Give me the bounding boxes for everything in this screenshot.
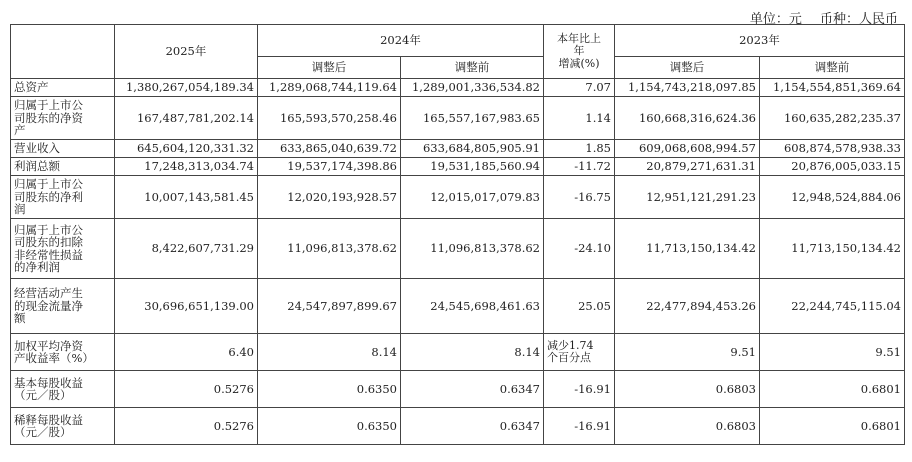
header-change-line: 年 — [573, 44, 585, 58]
value-change-line: 1.85 — [585, 141, 611, 156]
value-2024-before: 0.6347 — [401, 408, 544, 445]
row-label-line: 营业收入 — [14, 141, 60, 156]
row-label-line: 额 — [14, 311, 26, 326]
currency-label: 币种：人民币 — [819, 12, 898, 27]
table-body — [11, 79, 905, 445]
value-change — [544, 408, 615, 445]
value-2024-adjusted: 0.6350 — [258, 371, 401, 408]
value-2023-adjusted: 22,477,894,453.26 — [615, 279, 760, 334]
value-2025: 0.5276 — [115, 408, 258, 445]
value-2024-adjusted: 633,865,040,639.72 — [258, 140, 401, 158]
value-2025: 645,604,120,331.32 — [115, 140, 258, 158]
value-2025: 1,380,267,054,189.34 — [115, 79, 258, 97]
value-2023-adjusted: 0.6803 — [615, 408, 760, 445]
row-label-line: （元／股） — [14, 388, 72, 402]
value-2024-before: 12,015,017,079.83 — [401, 176, 544, 219]
value-2024-adjusted: 165,593,570,258.46 — [258, 97, 401, 140]
row-label-line: 的净利润 — [14, 260, 60, 274]
table-row — [11, 176, 905, 219]
unit-label: 单位：元 — [749, 12, 802, 27]
value-change — [544, 334, 615, 371]
table-row — [11, 140, 905, 158]
row-label-line: 归属于上市公 — [14, 222, 83, 237]
value-2025: 17,248,313,034.74 — [115, 158, 258, 176]
value-change-line: 7.07 — [585, 80, 611, 95]
value-change-line: -11.72 — [574, 159, 611, 174]
value-2024-adjusted: 0.6350 — [258, 408, 401, 445]
value-2025: 30,696,651,139.00 — [115, 279, 258, 334]
header-change-line: 增减(%) — [558, 56, 600, 70]
value-2023-before: 160,635,282,235.37 — [760, 97, 905, 140]
value-2024-adjusted: 11,096,813,378.62 — [258, 219, 401, 279]
value-change — [544, 97, 615, 140]
row-label — [11, 158, 115, 176]
header-2024: 2024年 — [258, 25, 544, 57]
row-label-line: 司股东的净利 — [14, 189, 83, 204]
value-2024-before: 8.14 — [401, 334, 544, 371]
value-2024-before: 0.6347 — [401, 371, 544, 408]
value-2024-before: 19,531,185,560.94 — [401, 158, 544, 176]
value-change-line: 1.14 — [585, 110, 611, 125]
value-change — [544, 176, 615, 219]
value-2023-adjusted: 12,951,121,291.23 — [615, 176, 760, 219]
value-2023-before: 1,154,554,851,369.64 — [760, 79, 905, 97]
row-label — [11, 408, 115, 445]
financial-data-table — [10, 24, 905, 445]
value-2023-adjusted: 9.51 — [615, 334, 760, 371]
header-item-cell — [11, 25, 115, 79]
value-2024-adjusted: 24,547,897,899.67 — [258, 279, 401, 334]
value-2024-before: 165,557,167,983.65 — [401, 97, 544, 140]
value-2023-before: 0.6801 — [760, 408, 905, 445]
header-2024-before: 调整前 — [401, 57, 544, 79]
row-label — [11, 140, 115, 158]
value-change — [544, 279, 615, 334]
value-change-line: -24.10 — [574, 241, 611, 256]
value-2023-adjusted: 0.6803 — [615, 371, 760, 408]
row-label-line: 非经常性损益 — [14, 247, 83, 262]
row-label-line: 产 — [14, 123, 26, 138]
row-label-line: 产收益率（%） — [14, 351, 94, 365]
header-2025: 2025年 — [115, 25, 258, 79]
value-2025: 8,422,607,731.29 — [115, 219, 258, 279]
row-label — [11, 79, 115, 97]
row-label-line: 基本每股收益 — [14, 375, 83, 390]
value-2023-before: 22,244,745,115.04 — [760, 279, 905, 334]
row-label — [11, 97, 115, 140]
header-2023-before: 调整前 — [760, 57, 905, 79]
value-2024-before: 24,545,698,461.63 — [401, 279, 544, 334]
value-change — [544, 140, 615, 158]
value-change-line: 25.05 — [578, 298, 611, 313]
header-2023: 2023年 — [615, 25, 905, 57]
value-change — [544, 219, 615, 279]
value-2023-adjusted: 160,668,316,624.36 — [615, 97, 760, 140]
value-2025: 10,007,143,581.45 — [115, 176, 258, 219]
table-header — [11, 25, 905, 79]
row-label-line: 司股东的净资 — [14, 110, 83, 125]
value-2024-adjusted: 8.14 — [258, 334, 401, 371]
value-2024-before: 1,289,001,336,534.82 — [401, 79, 544, 97]
header-2023-adjusted: 调整后 — [615, 57, 760, 79]
value-change — [544, 158, 615, 176]
value-2025: 6.40 — [115, 334, 258, 371]
row-label — [11, 176, 115, 219]
row-label-line: 加权平均净资 — [14, 338, 83, 353]
value-2023-before: 12,948,524,884.06 — [760, 176, 905, 219]
value-2023-adjusted: 609,068,608,994.57 — [615, 140, 760, 158]
header-change — [544, 25, 615, 79]
value-2023-before: 20,876,005,033.15 — [760, 158, 905, 176]
table-row — [11, 158, 905, 176]
value-2024-adjusted: 1,289,068,744,119.64 — [258, 79, 401, 97]
value-change — [544, 371, 615, 408]
row-label-line: 利润总额 — [14, 159, 60, 174]
row-label-line: 归属于上市公 — [14, 177, 83, 192]
row-label-line: 的现金流量净 — [14, 298, 83, 313]
row-label — [11, 219, 115, 279]
row-label-line: 稀释每股收益 — [14, 412, 83, 427]
value-2023-before: 0.6801 — [760, 371, 905, 408]
value-2023-adjusted: 1,154,743,218,097.85 — [615, 79, 760, 97]
table-row — [11, 79, 905, 97]
table-row — [11, 279, 905, 334]
value-change-line: 个百分点 — [547, 351, 591, 364]
value-change-line: -16.91 — [574, 418, 611, 433]
value-2024-before: 633,684,805,905.91 — [401, 140, 544, 158]
header-2024-adjusted: 调整后 — [258, 57, 401, 79]
row-label-line: 总资产 — [14, 80, 49, 95]
table-row — [11, 97, 905, 140]
value-change-line: -16.75 — [574, 189, 611, 204]
value-2023-before: 9.51 — [760, 334, 905, 371]
value-2024-adjusted: 12,020,193,928.57 — [258, 176, 401, 219]
value-2025: 167,487,781,202.14 — [115, 97, 258, 140]
value-change-line: 减少1.74 — [547, 338, 594, 352]
row-label-line: 归属于上市公 — [14, 98, 83, 113]
value-2024-before: 11,096,813,378.62 — [401, 219, 544, 279]
row-label — [11, 334, 115, 371]
value-2025: 0.5276 — [115, 371, 258, 408]
row-label — [11, 371, 115, 408]
table-row — [11, 408, 905, 445]
value-2023-before: 608,874,578,938.33 — [760, 140, 905, 158]
row-label-line: 司股东的扣除 — [14, 235, 83, 249]
value-2023-before: 11,713,150,134.42 — [760, 219, 905, 279]
table-row — [11, 219, 905, 279]
row-label-line: 润 — [14, 202, 26, 217]
value-2023-adjusted: 20,879,271,631.31 — [615, 158, 760, 176]
row-label-line: （元／股） — [14, 425, 72, 439]
table-row — [11, 334, 905, 371]
value-2024-adjusted: 19,537,174,398.86 — [258, 158, 401, 176]
table-row — [11, 371, 905, 408]
row-label — [11, 279, 115, 334]
row-label-line: 经营活动产生 — [14, 286, 83, 301]
value-change — [544, 79, 615, 97]
value-2023-adjusted: 11,713,150,134.42 — [615, 219, 760, 279]
header-change-line: 本年比上 — [557, 31, 601, 45]
value-change-line: -16.91 — [574, 381, 611, 396]
